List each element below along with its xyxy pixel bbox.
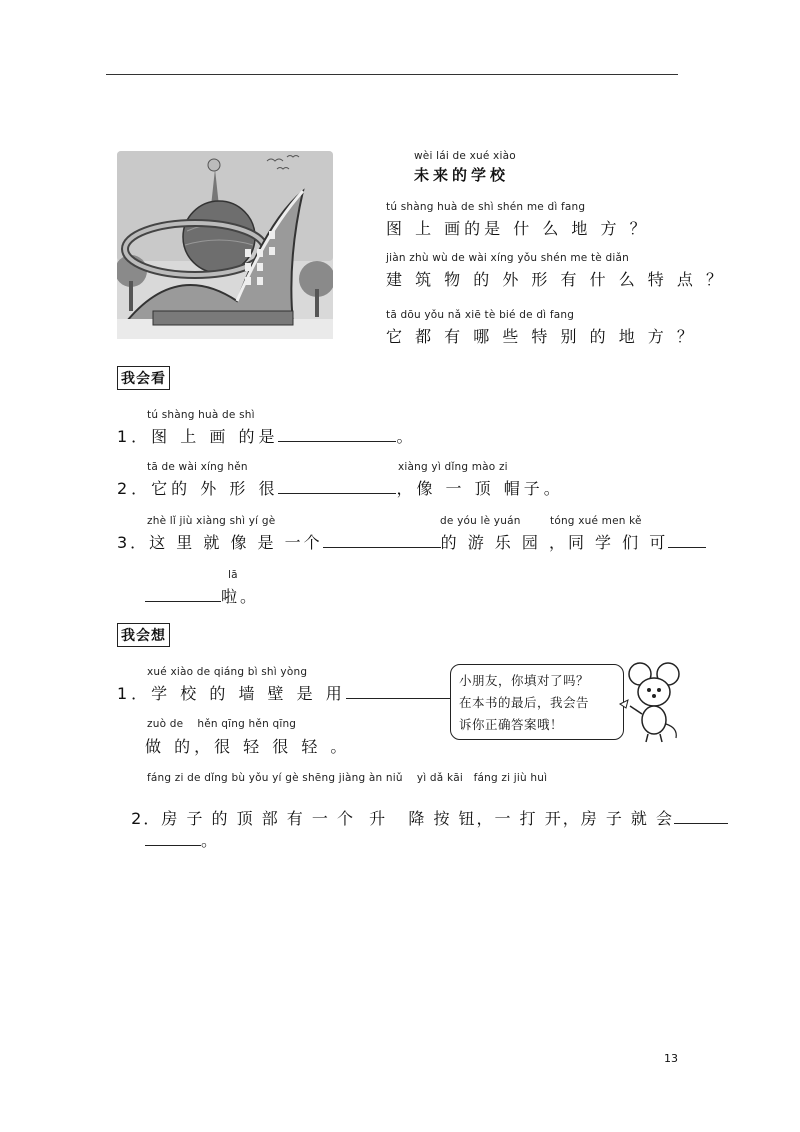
s1-item2-pinyin-b: xiàng yì dǐng mào zi (398, 461, 508, 473)
s1-item3-pinyin-b: de yóu lè yuán (440, 515, 521, 527)
s2-item2: 2．房 子 的 顶 部 有 一 个 升 降 按 钮，一 打 开，房 子 就 会 (117, 787, 728, 829)
s2-item1-pinyin-2: zuò de hěn qīng hěn qīng (147, 718, 297, 730)
answer-blank[interactable] (346, 684, 450, 699)
question-2: 建 筑 物 的 外 形 有 什 么 特 点 ？ (386, 270, 726, 289)
answer-blank[interactable] (674, 809, 728, 824)
s1-item2: 2．它的 外 形 很 ，像 一 顶 帽子。 (117, 479, 564, 498)
s1-item3: 3．这 里 就 像 是 一个 的 游 乐 园 ，同 学 们 可 (117, 530, 706, 553)
answer-blank[interactable] (668, 533, 706, 548)
school-illustration (117, 151, 333, 339)
speech-bubble (450, 664, 624, 740)
bubble-line-1: 小朋友，你填对了吗？ (459, 673, 590, 688)
mouse-mascot-icon (618, 660, 682, 744)
s1-item2-pinyin-a: tā de wài xíng hěn (147, 461, 248, 473)
bubble-line-3: 诉你正确答案哦！ (459, 717, 564, 732)
s1-item3-pinyin-d: lā (228, 569, 238, 581)
s2-item1-pinyin: xué xiào de qiáng bì shì yòng (147, 666, 308, 678)
question-2-pinyin: jiàn zhù wù de wài xíng yǒu shén me tè diǎn (386, 252, 629, 264)
bubble-line-2: 在本书的最后，我会告 (459, 695, 590, 710)
section-label-think: 我会想 (117, 623, 170, 647)
answer-blank[interactable] (323, 533, 441, 548)
s1-item1: 1．图 上 画 的是 。 (117, 427, 417, 446)
answer-blank[interactable] (145, 831, 201, 846)
page-title: 未来的学校 (414, 166, 510, 184)
s1-item1-pinyin: tú shàng huà de shì (147, 409, 255, 421)
question-1: 图 上 画的是 什 么 地 方 ？ (386, 219, 650, 238)
s1-item3-cont: 啦。 (145, 584, 259, 607)
answer-blank[interactable] (145, 587, 221, 602)
page-number: 13 (664, 1052, 678, 1065)
question-3-pinyin: tā dōu yǒu nǎ xiē tè bié de dì fang (386, 309, 575, 321)
s1-item3-pinyin-c: tóng xué men kě (550, 515, 642, 527)
s2-item1-cont: 做 的，很 轻 很 轻 。 (145, 737, 351, 756)
answer-blank[interactable] (278, 479, 396, 494)
answer-blank[interactable] (278, 427, 396, 442)
s2-item1: 1．学 校 的 墙 壁 是 用 (117, 681, 450, 704)
title-pinyin: wèi lái de xué xiào (414, 150, 516, 162)
s1-item3-pinyin-a: zhè lǐ jiù xiàng shì yí gè (147, 515, 276, 527)
s2-item2-pinyin: fáng zi de dǐng bù yǒu yí gè shēng jiàng àn niǔ yì dǎ kāi fáng zi jiù huì (147, 772, 548, 784)
header-rule (106, 74, 678, 75)
question-1-pinyin: tú shàng huà de shì shén me dì fang (386, 201, 586, 213)
question-3: 它 都 有 哪 些 特 别 的 地 方 ？ (386, 327, 697, 346)
s2-item2-cont: 。 (145, 828, 220, 851)
section-label-look: 我会看 (117, 366, 170, 390)
